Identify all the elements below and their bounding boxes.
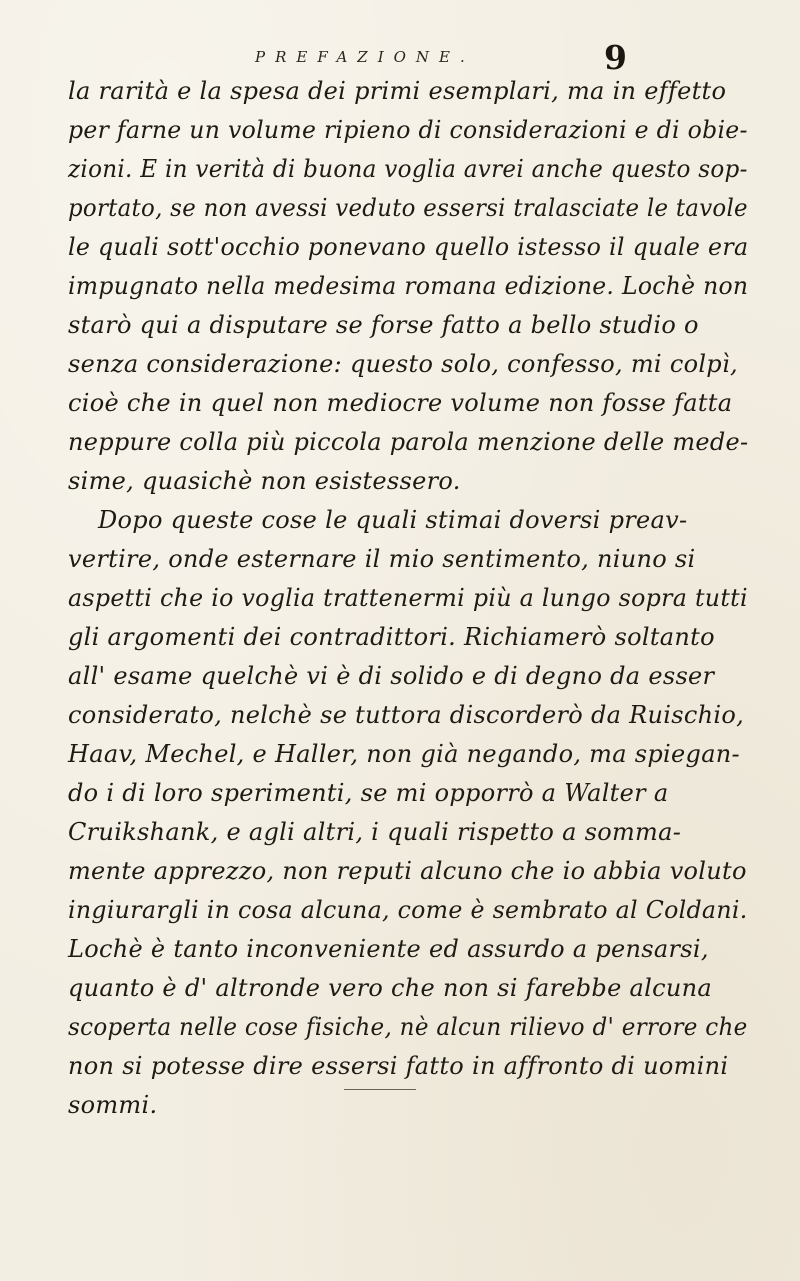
text-line: neppure colla più piccola parola menzione delle mede- (68, 428, 749, 456)
text-line: la rarità e la spesa dei primi esemplari, ma in effetto (68, 77, 727, 105)
end-rule (344, 1089, 416, 1090)
text-line: aspetti che io voglia trattenermi più a lungo sopra tutti (68, 584, 748, 612)
body-text (68, 72, 748, 1125)
text-line: scoperta nelle cose fisiche, nè alcun rilievo d' errore che (68, 1013, 748, 1041)
text-line: vertire, onde esternare il mio sentimento, niuno si (68, 545, 696, 573)
text-line: per farne un volume ripieno di considerazioni e di obie- (68, 116, 748, 144)
text-line: Cruikshank, e agli altri, i quali rispetto a somma- (68, 818, 682, 846)
text-line: sime, quasichè non esistessero. (68, 467, 461, 495)
text-line: cioè che in quel non mediocre volume non fosse fatta (68, 389, 733, 417)
text-line: all' esame quelchè vi è di solido e di degno da esser (68, 662, 715, 690)
running-head: PREFAZIONE. (255, 48, 475, 66)
text-line: Lochè è tanto inconveniente ed assurdo a pensarsi, (68, 935, 709, 963)
text-line: Haav, Mechel, e Haller, non già negando, ma spiegan- (68, 740, 740, 768)
text-line: mente apprezzo, non reputi alcuno che io abbia voluto (68, 857, 747, 885)
text-line: impugnato nella medesima romana edizione. Lochè non (68, 272, 749, 300)
page-number: 9 (604, 38, 627, 77)
text-line: portato, se non avessi veduto essersi tralasciate le tavole (68, 194, 748, 222)
text-line: non si potesse dire essersi fatto in affronto di uomini (68, 1052, 729, 1080)
paragraph-start-line: Dopo queste cose le quali stimai doversi preav- (98, 506, 688, 534)
text-line: starò qui a disputare se forse fatto a bello studio o (68, 311, 699, 339)
text-line: sommi. (68, 1091, 158, 1119)
text-line: ingiurargli in cosa alcuna, come è sembrato al Coldani. (68, 896, 748, 924)
text-line: zioni. E in verità di buona voglia avrei anche questo sop- (68, 155, 748, 183)
text-line: le quali sott'occhio ponevano quello istesso il quale era (68, 233, 749, 261)
text-line: quanto è d' altronde vero che non si farebbe alcuna (68, 974, 712, 1002)
text-line: do i di loro sperimenti, se mi opporrò a Walter a (68, 779, 669, 807)
text-line: considerato, nelchè se tuttora discorderò da Ruischio, (68, 701, 745, 729)
text-line: senza considerazione: questo solo, confesso, mi colpì, (68, 350, 738, 378)
text-line: gli argomenti dei contradittori. Richiamerò soltanto (68, 623, 715, 651)
